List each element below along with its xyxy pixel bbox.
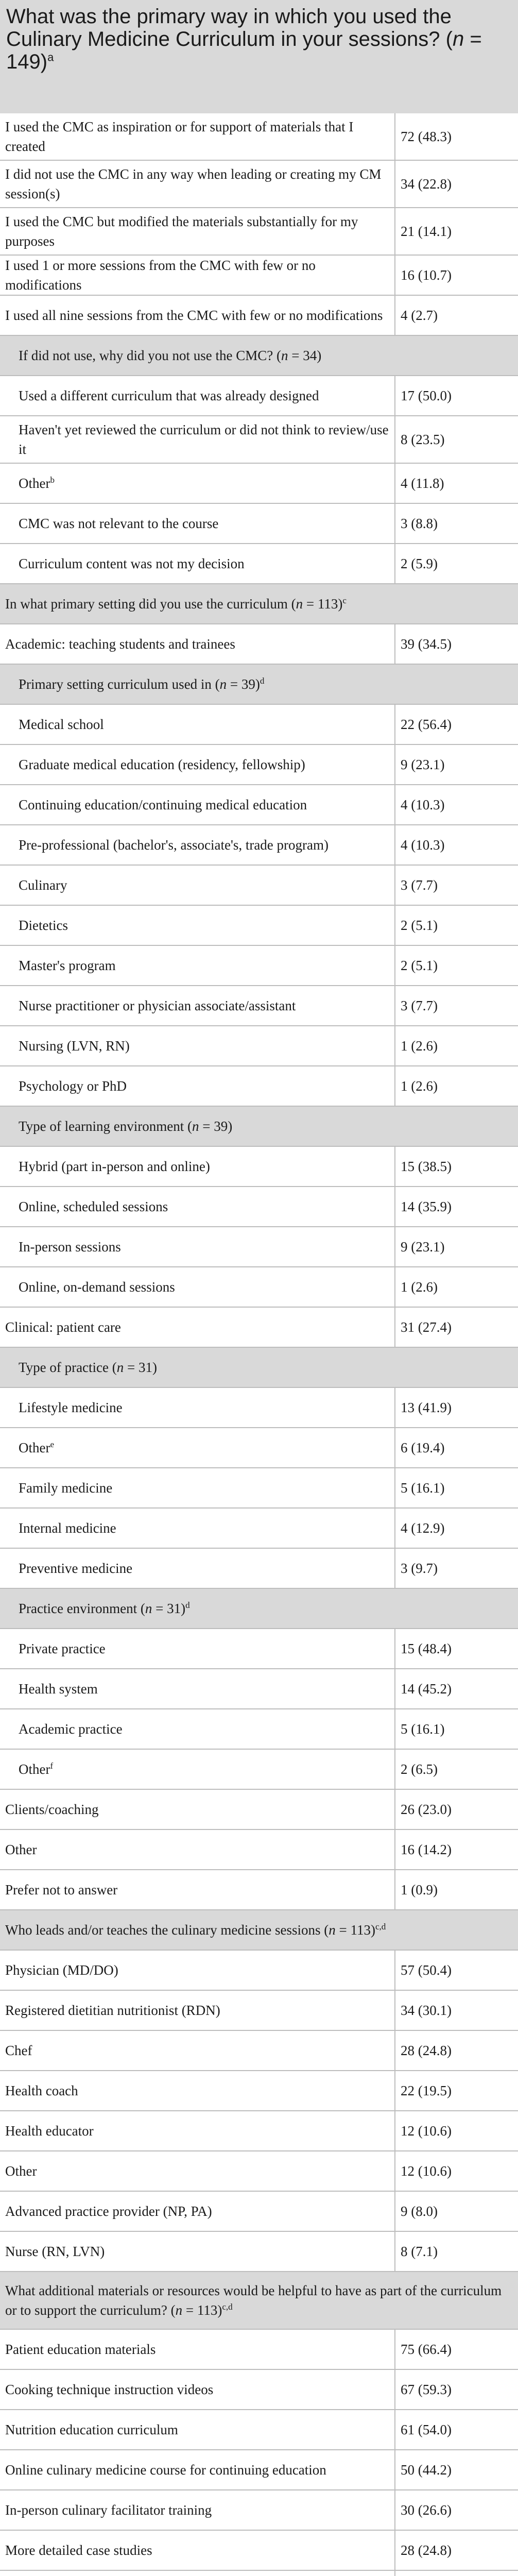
section-n: n [329,1922,336,1938]
table-row [0,1789,518,1829]
table-row [0,463,518,503]
row-label-cell [0,1428,395,1468]
table-row [0,1267,518,1307]
table-body [0,113,518,2576]
row-label: Academic practice [19,1721,123,1737]
row-label-cell [0,2410,395,2450]
row-label-cell [0,208,395,255]
section-n: n [175,2302,183,2318]
row-label-cell [0,825,395,865]
section-count: = 39) [227,676,260,692]
row-label: Clinical: patient care [5,1319,121,1335]
row-value: 15 (38.5) [395,1146,518,1187]
row-label: Psychology or PhD [19,1078,127,1094]
row-value: 16 (10.7) [395,255,518,295]
row-value: 5 (16.1) [395,1709,518,1749]
row-label: Curriculum content was not my decision [19,556,245,571]
row-label: Nurse (RN, LVN) [5,2244,105,2259]
row-label: Nursing (LVN, RN) [19,1038,130,1054]
row-label: Preventive medicine [19,1561,133,1576]
section-header-row [0,1588,518,1629]
row-value: 26 (23.0) [395,1789,518,1829]
row-label-cell [0,2450,395,2490]
row-value: 2 (6.5) [395,1749,518,1789]
footnote-marker: e [50,1439,55,1449]
section-header [0,335,518,376]
row-value: 14 (35.9) [395,1187,518,1227]
section-header-row [0,1106,518,1146]
table-row [0,2530,518,2570]
table-title [0,0,518,113]
row-label: Chef [5,2043,32,2058]
row-label-cell [0,416,395,463]
table-row [0,945,518,986]
row-label: Online, on-demand sessions [19,1279,175,1295]
section-label: In what primary setting did you use the curriculum ( [5,596,296,612]
row-label: Medical school [19,717,104,732]
row-value: 14 (45.2) [395,1669,518,1709]
section-label: What additional materials or resources would be helpful to have as part of the curriculum or to support the curriculum? ( [5,2283,502,2318]
table-row [0,376,518,416]
row-label-cell [0,624,395,664]
row-value: 28 (24.8) [395,2030,518,2071]
table-row [0,865,518,905]
table-row [0,785,518,825]
row-label-cell [0,1508,395,1548]
row-value: 9 (23.1) [395,744,518,785]
section-count: = 113) [182,2302,222,2318]
section-label: Who leads and/or teaches the culinary medicine sessions ( [5,1922,329,1938]
section-header [0,2272,518,2329]
row-value: 5 (16.1) [395,1468,518,1508]
row-label-cell [0,1749,395,1789]
row-label: Online, scheduled sessions [19,1199,168,1214]
row-label: Continuing education/continuing medical education [19,797,307,812]
row-label: Prefer not to answer [5,1882,118,1897]
section-label: Type of learning environment ( [19,1118,192,1134]
section-header [0,1106,518,1146]
row-value: 9 (8.0) [395,2191,518,2231]
section-header-row [0,2272,518,2329]
table-row [0,1990,518,2030]
section-label: Primary setting curriculum used in ( [19,676,220,692]
table-row [0,544,518,584]
table-row [0,160,518,208]
row-value: 72 (48.3) [395,113,518,160]
row-value: 3 (8.8) [395,503,518,544]
table-row [0,416,518,463]
row-label: Online culinary medicine course for continuing education [5,2462,326,2478]
row-label-cell [0,744,395,785]
table-row [0,295,518,335]
row-label-cell [0,463,395,503]
row-label-cell [0,255,395,295]
table-row [0,1307,518,1347]
table-row [0,1950,518,1990]
row-label: Dietetics [19,918,68,933]
row-label: Registered dietitian nutritionist (RDN) [5,2003,220,2018]
row-label-cell [0,376,395,416]
row-label: Advanced practice provider (NP, PA) [5,2204,212,2219]
row-label-cell [0,1468,395,1508]
row-value: 1 (2.6) [395,1026,518,1066]
row-value: 9 (23.1) [395,1227,518,1267]
footnote-marker: f [50,1761,54,1771]
row-label: Health coach [5,2083,78,2098]
table-row [0,1428,518,1468]
table-row [0,1709,518,1749]
row-label-cell [0,1066,395,1106]
table-row [0,255,518,295]
row-label-cell [0,2111,395,2151]
row-label: Hybrid (part in-person and online) [19,1159,210,1174]
row-value: 34 (22.8) [395,160,518,208]
results-table [0,113,518,2576]
row-value: 4 (10.3) [395,825,518,865]
title-count: = 149) [6,28,482,73]
row-label: Other [5,2163,37,2179]
row-label-cell [0,2231,395,2272]
row-value: 3 (9.7) [395,1548,518,1588]
row-value: 12 (10.6) [395,2111,518,2151]
table-row [0,1629,518,1669]
row-label-cell [0,544,395,584]
row-value: 75 (66.4) [395,2329,518,2369]
row-value: 8 (7.1) [395,2231,518,2272]
row-label-cell [0,1870,395,1910]
section-label: If did not use, why did you not use the CMC? ( [19,348,281,363]
row-value: 31 (27.4) [395,1307,518,1347]
section-count: = 31) [124,1360,157,1375]
section-header [0,664,518,704]
row-value: 3 (7.7) [395,865,518,905]
table-row [0,1749,518,1789]
row-label-cell [0,1669,395,1709]
row-label: Health educator [5,2123,94,2139]
footnote-marker: c [342,596,347,605]
section-count: = 34) [288,348,322,363]
section-n: n [296,596,303,612]
row-label-cell [0,945,395,986]
row-value: 4 (2.7) [395,295,518,335]
table-row [0,2329,518,2369]
table-row [0,2030,518,2071]
row-value: 57 (50.4) [395,1950,518,1990]
table-row [0,1468,518,1508]
row-label: Cooking technique instruction videos [5,2382,214,2397]
table-row [0,1026,518,1066]
row-value: 30 (26.6) [395,2490,518,2530]
row-label-cell [0,2030,395,2071]
row-label-cell [0,1146,395,1187]
row-value: 50 (44.2) [395,2450,518,2490]
row-label: Master's program [19,958,116,973]
section-count: = 113) [303,596,343,612]
table-row [0,905,518,945]
row-label-cell [0,1187,395,1227]
section-header-row [0,1347,518,1387]
row-value: 22 (56.4) [395,704,518,744]
row-value: 1 (2.6) [395,1066,518,1106]
row-label: Graduate medical education (residency, fellowship) [19,757,305,772]
row-label: Nurse practitioner or physician associate/assistant [19,998,296,1013]
table-row [0,1829,518,1870]
title-text: What was the primary way in which you used the Culinary Medicine Curriculum in your sessions? ( [6,5,453,50]
row-value: 2 (5.1) [395,905,518,945]
section-n: n [281,348,288,363]
row-label-cell [0,503,395,544]
row-value: 16 (14.2) [395,1829,518,1870]
row-label-cell [0,2570,395,2576]
row-value: 61 (54.0) [395,2410,518,2450]
row-value: 39 (34.5) [395,624,518,664]
row-label-cell [0,1829,395,1870]
row-value: 15 (48.4) [395,1629,518,1669]
table-row [0,2151,518,2191]
row-value: 17 (50.0) [395,376,518,416]
row-value: 4 (10.3) [395,785,518,825]
row-value: 28 (24.8) [395,2530,518,2570]
section-header [0,1588,518,1629]
row-label-cell [0,2329,395,2369]
table-row [0,2490,518,2530]
table-row [0,1227,518,1267]
section-label: Practice environment ( [19,1601,145,1616]
row-value: 6 (19.4) [395,1428,518,1468]
table-row [0,1187,518,1227]
row-label-cell [0,2530,395,2570]
table-row [0,2191,518,2231]
table-row [0,704,518,744]
row-value: 22 (19.5) [395,2071,518,2111]
footnote-marker: c,d [222,2302,233,2312]
row-value: 67 (59.3) [395,2369,518,2410]
table-row [0,744,518,785]
row-value: 1 (0.9) [395,1870,518,1910]
row-label-cell [0,1026,395,1066]
row-value: 4 (12.9) [395,1508,518,1548]
section-n: n [145,1601,152,1616]
table-row [0,2111,518,2151]
row-label: Health system [19,1681,98,1697]
row-label: Academic: teaching students and trainees [5,636,235,652]
section-header-row [0,584,518,624]
table-row [0,2071,518,2111]
table-row [0,2231,518,2272]
row-label: Private practice [19,1641,106,1656]
section-n: n [116,1360,124,1375]
row-label-cell [0,2071,395,2111]
row-label-cell [0,785,395,825]
table-row [0,2570,518,2576]
row-label-cell [0,986,395,1026]
row-label: Patient education materials [5,2342,156,2357]
row-label-cell [0,905,395,945]
row-value: 21 (14.1) [395,208,518,255]
row-label-cell [0,2369,395,2410]
title-footnote-marker: a [47,50,54,64]
section-header-row [0,1910,518,1950]
section-header-row [0,335,518,376]
table-row [0,825,518,865]
row-label: Other [19,1761,50,1777]
row-label-cell [0,1227,395,1267]
row-label-cell [0,2151,395,2191]
row-label-cell [0,160,395,208]
row-label: Internal medicine [19,1520,116,1536]
row-label-cell [0,865,395,905]
row-label-cell [0,2191,395,2231]
row-label: In-person culinary facilitator training [5,2502,212,2518]
row-label-cell [0,1789,395,1829]
section-count: = 113) [335,1922,376,1938]
row-label: Nutrition education curriculum [5,2422,178,2437]
row-label-cell [0,1307,395,1347]
section-header [0,1347,518,1387]
row-label-cell [0,295,395,335]
row-value: 3 (7.7) [395,986,518,1026]
row-label-cell [0,1629,395,1669]
section-header [0,584,518,624]
row-label: Culinary [19,877,67,893]
table-row [0,208,518,255]
row-value: 8 (23.5) [395,416,518,463]
row-label-cell [0,1387,395,1428]
table-row [0,1066,518,1106]
table-row [0,1508,518,1548]
row-value: 34 (30.1) [395,1990,518,2030]
row-label-cell [0,1990,395,2030]
section-header [0,1910,518,1950]
row-label: I did not use the CMC in any way when leading or creating my CM session(s) [5,166,382,201]
row-value: 4 (11.8) [395,463,518,503]
row-label: I used all nine sessions from the CMC with few or no modifications [5,308,383,323]
table-row [0,2369,518,2410]
footnote-marker: c,d [375,1922,386,1931]
row-label: Lifestyle medicine [19,1400,123,1415]
table-row [0,1669,518,1709]
footnote-marker: d [185,1600,190,1610]
row-value: 13 (41.9) [395,1387,518,1428]
table-row [0,1146,518,1187]
row-label: Clients/coaching [5,1802,99,1817]
table-row [0,113,518,160]
row-label: I used 1 or more sessions from the CMC with few or no modifications [5,258,316,293]
row-value: 1 (2.6) [395,1267,518,1307]
table-row [0,503,518,544]
row-label-cell [0,1950,395,1990]
row-label: Used a different curriculum that was already designed [19,388,319,403]
table-row [0,1870,518,1910]
row-label-cell [0,704,395,744]
row-label: Other [19,1440,50,1455]
row-label-cell [0,1267,395,1307]
row-label: Pre-professional (bachelor's, associate's, trade program) [19,837,329,853]
table-row [0,1387,518,1428]
row-label: Other [19,476,50,491]
table-row [0,2410,518,2450]
row-value: 2 (5.9) [395,544,518,584]
row-label: Family medicine [19,1480,113,1496]
table-row [0,986,518,1026]
section-count: = 39) [199,1118,233,1134]
row-label-cell [0,2490,395,2530]
row-label: CMC was not relevant to the course [19,516,219,531]
row-label: Haven't yet reviewed the curriculum or did not think to review/use it [19,422,389,457]
row-label-cell [0,1548,395,1588]
footnote-marker: d [260,676,265,686]
row-label: I used the CMC but modified the materials substantially for my purposes [5,214,358,249]
row-label-cell [0,1709,395,1749]
section-count: = 31) [152,1601,186,1616]
row-value [395,2570,518,2576]
title-n: n [452,28,464,50]
row-label: Other [5,1842,37,1857]
table-row [0,1548,518,1588]
row-label: More detailed case studies [5,2543,152,2558]
row-label: I used the CMC as inspiration or for support of materials that I created [5,119,354,154]
table-row [0,2450,518,2490]
section-n: n [192,1118,199,1134]
table-row [0,624,518,664]
row-label: In-person sessions [19,1239,121,1255]
row-label-cell [0,113,395,160]
footnote-marker: b [50,475,55,485]
row-value: 2 (5.1) [395,945,518,986]
row-label: Physician (MD/DO) [5,1962,118,1978]
section-n: n [219,676,227,692]
section-label: Type of practice ( [19,1360,117,1375]
row-value: 12 (10.6) [395,2151,518,2191]
section-header-row [0,664,518,704]
